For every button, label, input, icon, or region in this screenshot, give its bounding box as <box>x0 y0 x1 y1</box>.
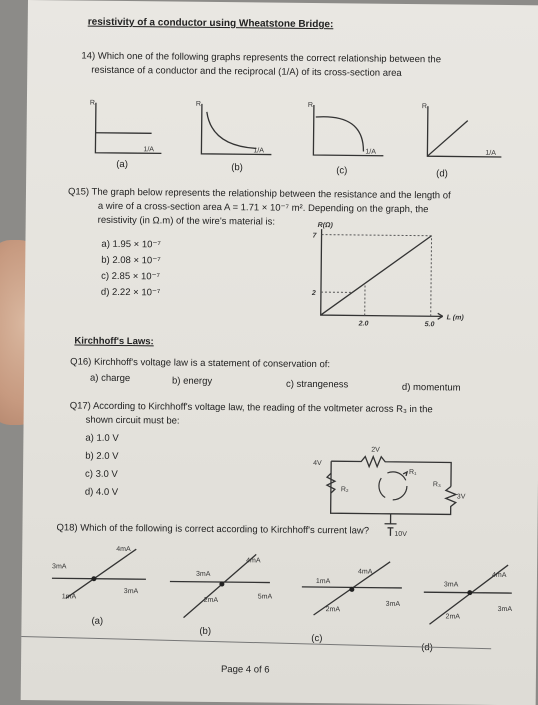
q14-graph-d-x-label: 1/A <box>485 150 496 157</box>
section-title-wheatstone: resistivity of a conductor using Wheatstone Bridge: <box>88 17 334 32</box>
q14-graph-a-x-label: 1/A <box>143 146 154 153</box>
q15-text-line2: a wire of a cross-section area A = 1.71 × 10⁻⁷ m². Depending on the graph, the <box>98 201 429 216</box>
q17-option-c: c) 3.0 V <box>85 469 118 481</box>
q18-b-current-2: 3mA <box>196 571 211 578</box>
q14-option-a: (a) <box>116 159 128 171</box>
chart-x-guide <box>431 236 432 316</box>
q18-d-current-2: 3mA <box>444 581 459 588</box>
q16-option-a: a) charge <box>90 373 130 385</box>
q18-option-d: (d) <box>421 642 433 654</box>
q18-diagram-c <box>302 561 403 616</box>
q17-circuit <box>310 423 471 535</box>
q15-text-line3: resistivity (in Ω.m) of the wire's material is: <box>98 215 275 229</box>
q14-option-b: (b) <box>231 162 243 174</box>
q18-diagram-a <box>52 545 147 601</box>
q18-diagram-b <box>170 554 273 619</box>
q14-graph-a <box>89 100 162 154</box>
q14-graphs <box>81 93 538 188</box>
q14-graph-c-y-label: R <box>308 102 313 109</box>
q17-option-d: d) 4.0 V <box>85 487 118 499</box>
q16-option-c: c) strangeness <box>286 379 348 392</box>
chart-y-tick-label: 7 <box>313 232 318 239</box>
q14-option-d: (d) <box>436 168 448 180</box>
q15-option-b: b) 2.08 × 10⁻⁷ <box>101 255 161 268</box>
q14-text-line1: 14) Which one of the following graphs represents the correct relationship between the <box>81 51 441 67</box>
q18-b-current-1: 4mA <box>246 557 261 564</box>
q14-graph-d-y-label: R <box>422 103 427 110</box>
q14-graph-a-y-label: R <box>90 100 95 107</box>
q16-option-b: b) energy <box>172 376 212 388</box>
q18-c-current-3: 2mA <box>326 606 341 613</box>
q18-b-current-3: 2mA <box>204 597 219 604</box>
q15-chart <box>303 221 484 333</box>
circuit-label-3v: 3V <box>457 494 466 501</box>
q18-c-current-2: 1mA <box>316 578 331 585</box>
q16-option-d: d) momentum <box>402 382 461 395</box>
page-number: Page 4 of 6 <box>221 664 270 677</box>
circuit-label-r3: R₃ <box>433 481 441 488</box>
q18-a-current-3: 1mA <box>62 593 77 600</box>
q14-text-line2: resistance of a conductor and the reciprocal (1/A) of its cross-section area <box>91 65 402 80</box>
chart-y-tick-label: 2 <box>311 290 316 297</box>
circuit-label-10v: 10V <box>394 531 407 538</box>
q15-text-line1: Q15) The graph below represents the relationship between the resistance and the length of <box>68 186 451 202</box>
q15-option-c: c) 2.85 × 10⁻⁷ <box>101 271 160 284</box>
q18-c-current-4: 3mA <box>386 601 401 608</box>
q17-text-line1: Q17) According to Kirchhoff's voltage law, the reading of the voltmeter across R₃ in the <box>70 400 433 416</box>
q16-text: Q16) Kirchhoff's voltage law is a statement of conservation of: <box>70 356 330 371</box>
q14-graph-c <box>307 102 384 156</box>
chart-x-tick-label: 5.0 <box>425 321 435 328</box>
chart-x-label: L (m) <box>447 314 465 321</box>
section-title-kirchhoff: Kirchhoff's Laws: <box>74 336 153 349</box>
q18-c-current-1: 4mA <box>358 568 373 575</box>
q17-text-line2: shown circuit must be: <box>86 415 180 428</box>
q18-diagram-d <box>423 564 512 625</box>
q18-a-current-2: 3mA <box>52 563 67 570</box>
q18-a-current-1: 4mA <box>116 546 131 553</box>
chart-y-guide <box>322 235 432 236</box>
circuit-label-4v: 4V <box>313 460 322 467</box>
q18-option-b: (b) <box>199 626 211 638</box>
q14-graph-d <box>421 103 502 157</box>
q14-graph-b-x-label: 1/A <box>253 147 264 154</box>
q15-option-d: d) 2.22 × 10⁻⁷ <box>101 287 161 300</box>
q18-b-current-4: 5mA <box>258 593 273 600</box>
circuit-label-2v: 2V <box>371 447 380 454</box>
q14-graph-b <box>195 101 272 155</box>
q18-d-current-4: 3mA <box>498 606 513 613</box>
circuit-label-r2: R₂ <box>341 486 349 493</box>
q18-text: Q18) Which of the following is correct according to Kirchhoff's current law? <box>56 522 369 537</box>
q14-graph-b-y-label: R <box>196 101 201 108</box>
circuit-label-r1: R₁ <box>409 469 417 476</box>
q18-option-c: (c) <box>311 633 322 645</box>
q14-option-c: (c) <box>336 165 347 177</box>
chart-x-tick-label: 2.0 <box>358 320 369 327</box>
q18-d-current-3: 2mA <box>446 613 461 620</box>
q18-diagrams <box>45 538 516 663</box>
q15-option-a: a) 1.95 × 10⁻⁷ <box>101 239 161 252</box>
q18-d-current-1: 4mA <box>492 572 507 579</box>
q17-option-a: a) 1.0 V <box>85 433 118 445</box>
q18-a-current-4: 3mA <box>124 588 139 595</box>
chart-axes <box>321 229 444 316</box>
chart-y-label: R(Ω) <box>318 222 334 229</box>
q14-graph-c-x-label: 1/A <box>365 149 376 156</box>
chart-series-line <box>321 235 432 317</box>
q17-option-b: b) 2.0 V <box>85 451 118 463</box>
exam-sheet <box>21 0 538 705</box>
q18-option-a: (a) <box>91 616 103 628</box>
